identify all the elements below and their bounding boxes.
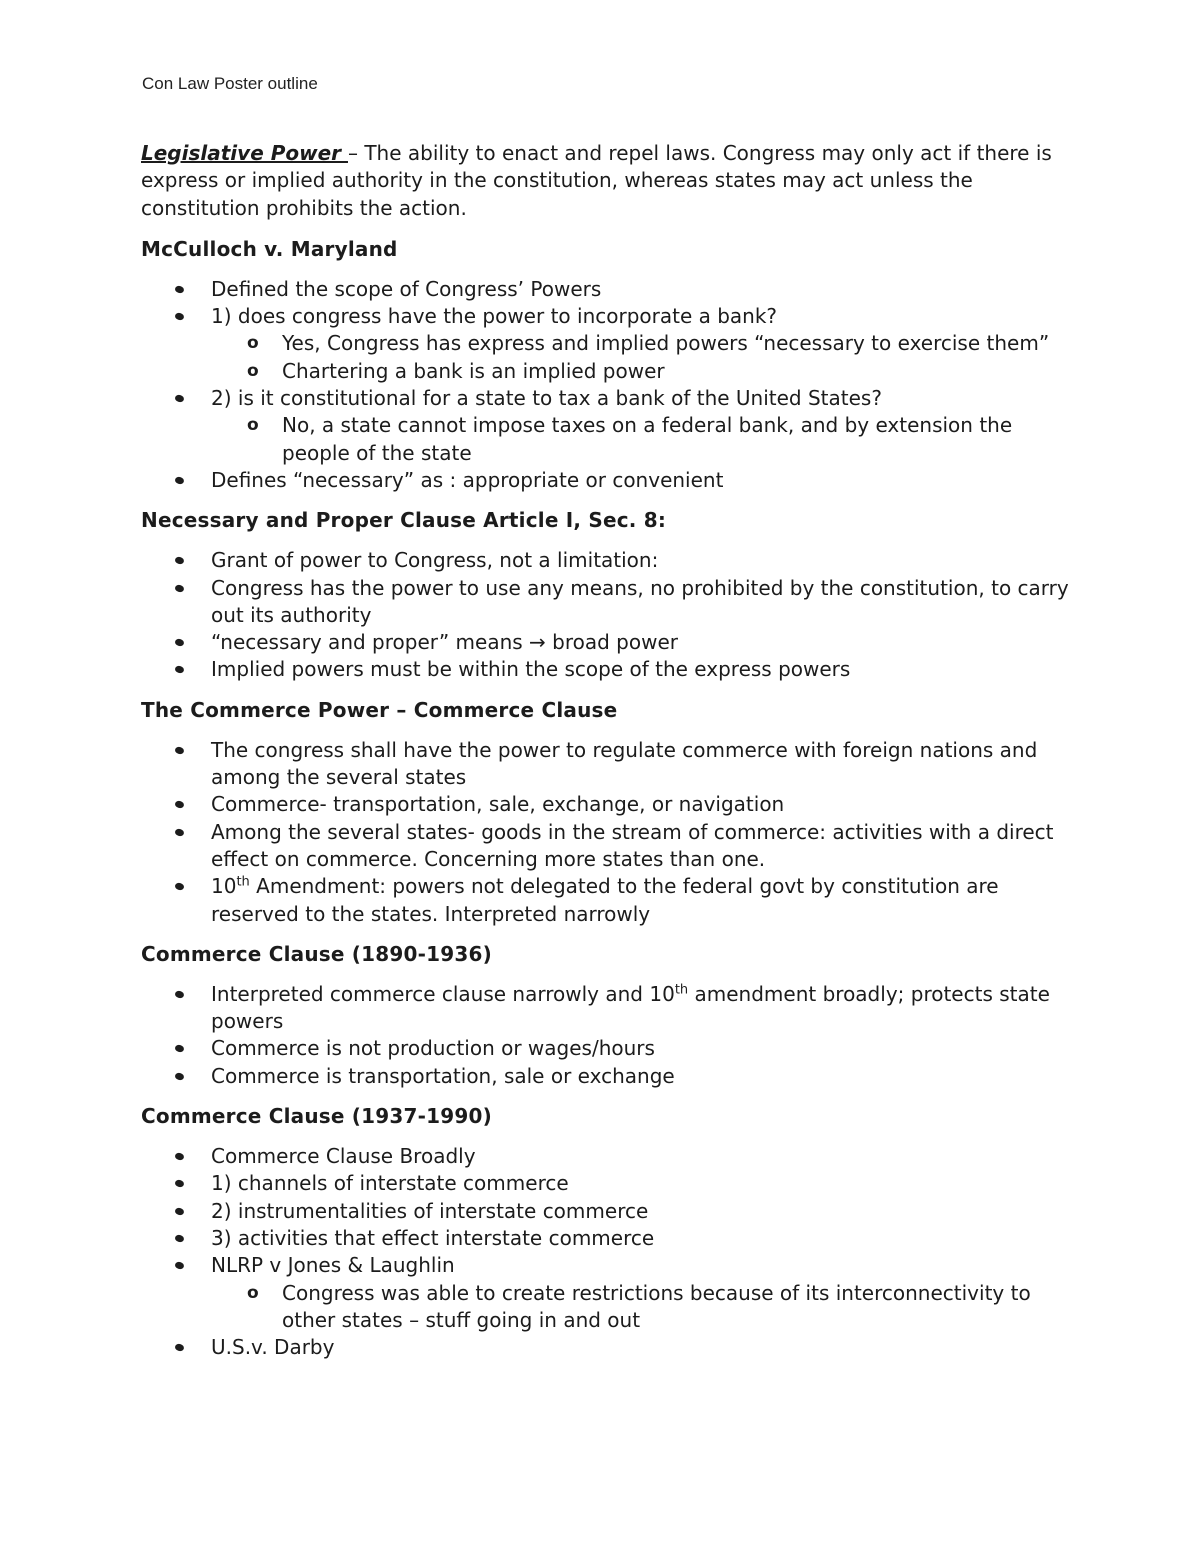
- section-heading: Necessary and Proper Clause Article I, Sec. 8:: [141, 508, 667, 533]
- bullet-list: [141, 981, 1071, 1090]
- bullet-item: [141, 1143, 1071, 1170]
- bullet-item: [141, 303, 1071, 330]
- sections-container: [141, 236, 1071, 1362]
- bullet-text: Commerce is not production or wages/hours: [211, 1036, 655, 1061]
- ordinal-superscript: th: [236, 874, 250, 890]
- bullet-item: [141, 873, 1071, 928]
- bullet-text: Chartering a bank is an implied power: [282, 358, 665, 383]
- bullet-text: NLRP v Jones & Laughlin: [211, 1253, 455, 1278]
- intro-text: – The ability to enact and repel laws. Congress may only act if there is express or implied authority in the constitution, whereas states may act unless the constitution prohibits the action.: [141, 141, 1052, 220]
- intro-term: Legislative Power: [141, 141, 348, 165]
- bullet-item: [141, 1198, 1071, 1225]
- bullet-text: Yes, Congress has express and implied powers “necessary to exercise them”: [282, 331, 1050, 356]
- section-heading: Commerce Clause (1937-1990): [141, 1104, 492, 1129]
- bullet-item: [141, 385, 1071, 412]
- intro-paragraph: [141, 140, 1071, 222]
- bullet-item: [141, 276, 1071, 303]
- bullet-item: [141, 656, 1071, 683]
- bullet-item: [141, 737, 1071, 792]
- bullet-text: Defines “necessary” as : appropriate or convenient: [211, 467, 724, 492]
- bullet-text: Grant of power to Congress, not a limitation:: [211, 548, 659, 573]
- section-heading: McCulloch v. Maryland: [141, 236, 398, 261]
- bullet-text: The congress shall have the power to regulate commerce with foreign nations and among the several states: [211, 737, 1038, 790]
- bullet-item: [141, 575, 1071, 630]
- bullet-item: [141, 547, 1071, 574]
- bullet-text: No, a state cannot impose taxes on a federal bank, and by extension the people of the state: [282, 413, 1013, 465]
- bullet-item: [141, 467, 1071, 494]
- bullet-item: [141, 981, 1071, 1036]
- document-body: [141, 140, 1071, 1374]
- bullet-text: Congress has the power to use any means, no prohibited by the constitution, to carry out its authority: [211, 575, 1069, 627]
- bullet-item: [141, 1170, 1071, 1197]
- sub-bullet-item: [141, 358, 1071, 385]
- bullet-text: Congress was able to create restrictions because of its interconnectivity to other states – stuff going in and out: [282, 1280, 1031, 1332]
- page-header: Con Law Poster outline: [142, 74, 318, 93]
- bullet-text: 1) channels of interstate commerce: [211, 1171, 569, 1196]
- bullet-text: amendment broadly; protects state powers: [211, 981, 1050, 1034]
- bullet-text: Defined the scope of Congress’ Powers: [211, 276, 602, 301]
- sub-bullet-item: [141, 330, 1071, 357]
- bullet-text: Commerce Clause Broadly: [211, 1144, 476, 1169]
- bullet-list: [141, 1143, 1071, 1361]
- bullet-text: 2) is it constitutional for a state to tax a bank of the United States?: [211, 386, 882, 411]
- bullet-text-pre: 10: [211, 874, 237, 899]
- bullet-text: Commerce- transportation, sale, exchange, or navigation: [211, 792, 785, 817]
- bullet-text: 1) does congress have the power to incorporate a bank?: [211, 304, 778, 329]
- ordinal-superscript: th: [674, 982, 689, 998]
- bullet-list: [141, 547, 1071, 683]
- bullet-item: [141, 629, 1071, 656]
- bullet-item: [141, 1035, 1071, 1062]
- bullet-text: “necessary and proper” means → broad power: [211, 630, 678, 655]
- bullet-item: [141, 1225, 1071, 1252]
- bullet-text: 2) instrumentalities of interstate commerce: [211, 1198, 649, 1223]
- sub-bullet-item: [141, 412, 1071, 467]
- section-heading: The Commerce Power – Commerce Clause: [141, 697, 618, 722]
- bullet-item: [141, 1063, 1071, 1090]
- bullet-text-pre: Interpreted commerce clause narrowly and 10: [211, 981, 675, 1006]
- bullet-text: Commerce is transportation, sale or exchange: [211, 1063, 675, 1088]
- bullet-list: [141, 276, 1071, 494]
- bullet-item: [141, 819, 1071, 874]
- section-heading: Commerce Clause (1890-1936): [141, 941, 492, 966]
- bullet-item: [141, 1252, 1071, 1279]
- sub-bullet-item: [141, 1280, 1071, 1335]
- bullet-text: Among the several states- goods in the stream of commerce: activities with a direct effect on commerce. Concerning more states than one.: [211, 819, 1054, 871]
- bullet-text: U.S.v. Darby: [211, 1335, 335, 1360]
- bullet-text: Implied powers must be within the scope of the express powers: [211, 657, 851, 682]
- bullet-text: Amendment: powers not delegated to the federal govt by constitution are reserved to the states. Interpreted narrowly: [211, 874, 999, 926]
- bullet-list: [141, 737, 1071, 928]
- bullet-item: [141, 1334, 1071, 1361]
- bullet-item: [141, 791, 1071, 818]
- bullet-text: 3) activities that effect interstate commerce: [211, 1225, 655, 1250]
